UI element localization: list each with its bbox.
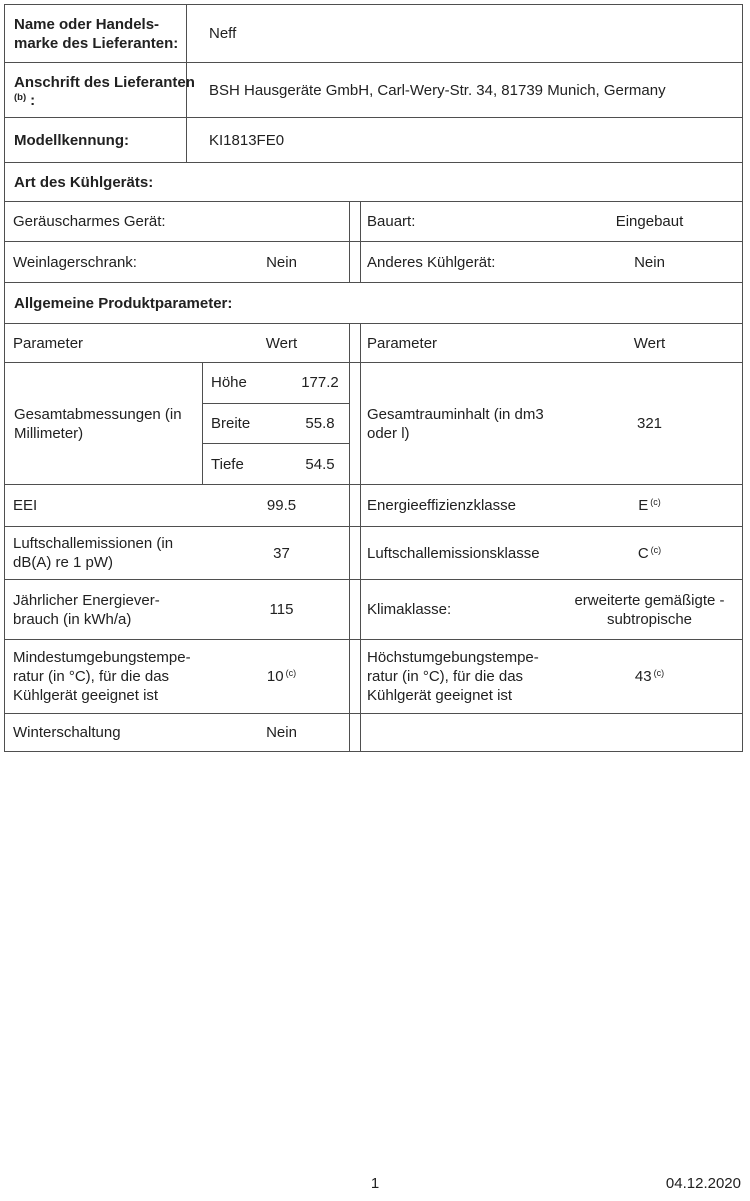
dimension-depth-row xyxy=(203,443,349,484)
supplier-label xyxy=(5,5,187,62)
winter-mode-label xyxy=(5,714,214,751)
max-temp-superscript: (c) xyxy=(653,668,665,678)
dimension-height-value: 177.2 xyxy=(301,374,339,392)
energy-class-superscript: (c) xyxy=(650,497,661,507)
dimension-depth-label: Tiefe xyxy=(211,455,244,473)
low-noise-construction-row xyxy=(5,201,742,241)
noise-class-superscript: (c) xyxy=(650,544,662,555)
model-row xyxy=(5,117,742,162)
noise-value-text: 37 xyxy=(273,544,290,562)
min-temp-value-line xyxy=(267,667,296,686)
construction-cell xyxy=(360,202,742,241)
other-fridge-label xyxy=(361,242,557,282)
min-temp-value xyxy=(214,640,349,713)
other-fridge-cell xyxy=(360,242,742,282)
annual-energy-value xyxy=(214,580,349,639)
max-temp-label-line-3: Kühlgerät geeignet ist xyxy=(367,687,513,704)
address-label-line-1: Anschrift des Lieferanten xyxy=(14,73,195,91)
general-section-title: Allgemeine Produktparameter: xyxy=(14,294,233,312)
max-temp-label-line-1: Höchstumgebungstempe- xyxy=(367,649,539,666)
noise-class-value-text: C xyxy=(637,544,649,562)
dimension-height-label: Höhe xyxy=(211,374,247,392)
winter-mode-label-text: Winterschaltung xyxy=(13,724,121,741)
volume-cell xyxy=(360,363,742,484)
min-temp-label-line-1: Mindestumgebungstempe- xyxy=(13,649,191,666)
energy-class-cell xyxy=(360,485,742,526)
min-temp-superscript: (c) xyxy=(285,668,297,678)
wine-storage-label xyxy=(5,242,214,282)
energy-class-value-line xyxy=(638,496,661,515)
max-temp-value xyxy=(557,640,742,713)
noise-class-cell xyxy=(360,527,742,579)
dimensions-label-line-2: Millimeter) xyxy=(14,424,84,442)
max-temp-value-text: 43 xyxy=(634,668,652,685)
dimension-width-row xyxy=(203,403,349,444)
column-gap xyxy=(350,242,360,282)
volume-label-line-2: oder l) xyxy=(367,424,410,442)
noise-label xyxy=(5,527,214,579)
parameter-header-left xyxy=(5,324,350,362)
min-temp-label-line-3: Kühlgerät geeignet ist xyxy=(13,687,159,704)
model-label xyxy=(5,118,187,162)
dimension-depth-value: 54.5 xyxy=(305,455,335,473)
noise-row xyxy=(5,526,742,579)
type-section-title: Art des Kühlgeräts: xyxy=(14,173,154,191)
construction-label-text: Bauart: xyxy=(367,213,416,230)
column-gap xyxy=(350,714,360,751)
parameter-header-row xyxy=(5,323,742,362)
noise-cell xyxy=(5,527,350,579)
parameter-header-right-text: Parameter xyxy=(367,334,438,352)
winter-mode-row xyxy=(5,713,742,751)
noise-class-label-text: Luftschallemissionsklasse xyxy=(367,544,540,562)
min-temp-label-line-2: ratur (in °C), für die das xyxy=(13,668,170,685)
climate-class-value-line-1: erweiterte gemäßigte - xyxy=(574,591,725,609)
climate-class-value xyxy=(557,580,742,639)
dimensions-cell xyxy=(5,363,350,484)
low-noise-cell xyxy=(5,202,350,241)
volume-value-text: 321 xyxy=(636,415,663,432)
column-gap xyxy=(350,640,360,713)
noise-label-line-1: Luftschallemissionen (in xyxy=(13,535,174,552)
parameter-header-left-text: Parameter xyxy=(13,334,84,352)
other-fridge-label-text: Anderes Kühlgerät: xyxy=(367,253,496,271)
min-temp-cell xyxy=(5,640,350,713)
volume-label xyxy=(361,363,557,484)
column-gap xyxy=(350,580,360,639)
dimension-width-value: 55.8 xyxy=(305,415,335,432)
climate-class-value-line-2: subtropische xyxy=(606,610,693,628)
construction-value-text: Eingebaut xyxy=(615,213,684,230)
eei-label-text: EEI xyxy=(13,497,38,514)
noise-class-value-line xyxy=(638,544,661,563)
wine-storage-cell xyxy=(5,242,350,282)
dimensions-volume-row xyxy=(5,362,742,484)
wert-header-left xyxy=(214,324,349,362)
annual-energy-value-text: 115 xyxy=(269,601,294,618)
annual-energy-climate-row xyxy=(5,579,742,639)
column-gap xyxy=(350,324,360,362)
climate-class-label-text: Klimaklasse: xyxy=(367,601,452,618)
address-label-line-2 xyxy=(14,92,182,108)
document-date: 04.12.2020 xyxy=(665,1175,741,1192)
column-gap xyxy=(350,363,360,484)
max-temp-cell xyxy=(360,640,742,713)
max-temp-label-line-2: ratur (in °C), für die das xyxy=(367,668,524,685)
dimensions-label xyxy=(5,363,202,484)
noise-class-label xyxy=(361,527,557,579)
energy-class-label xyxy=(361,485,557,526)
model-value: KI1813FE0 xyxy=(209,131,285,149)
model-label-text: Modellkennung: xyxy=(14,131,129,149)
low-noise-label-text: Geräuscharmes Gerät: xyxy=(13,213,166,230)
parameter-header-right-label xyxy=(361,324,557,362)
energy-class-value xyxy=(557,485,742,526)
annual-energy-label-line-2: brauch (in kWh/a) xyxy=(13,610,132,628)
low-noise-label xyxy=(5,202,214,241)
eei-value-text: 99.5 xyxy=(266,497,297,514)
supplier-label-line-2: marke des Lieferanten: xyxy=(14,34,179,52)
wert-header-right xyxy=(557,324,742,362)
min-temp-label xyxy=(5,640,214,713)
winter-mode-value xyxy=(214,714,349,751)
address-value: BSH Hausgeräte GmbH, Carl-Wery-Str. 34, 81739 Munich, Germany xyxy=(209,81,666,99)
climate-class-cell xyxy=(360,580,742,639)
address-label-colon: : xyxy=(30,92,36,109)
annual-energy-cell xyxy=(5,580,350,639)
wert-header-right-text: Wert xyxy=(633,334,666,352)
energy-class-value-text: E xyxy=(638,497,649,514)
column-gap xyxy=(350,202,360,241)
volume-label-line-1: Gesamtrauminhalt (in dm3 xyxy=(367,405,544,423)
supplier-value: Neff xyxy=(209,25,237,42)
energy-class-label-text: Energieeffizienzklasse xyxy=(367,497,516,514)
low-noise-value xyxy=(214,202,349,241)
empty-cell xyxy=(360,714,742,751)
eei-value xyxy=(214,485,349,526)
other-fridge-value-text: Nein xyxy=(634,253,665,271)
ambient-temperature-row xyxy=(5,639,742,713)
general-section-row xyxy=(5,282,742,323)
address-label-superscript: (b) xyxy=(14,92,27,103)
wert-header-left-text: Wert xyxy=(265,334,298,352)
wine-storage-value-text: Nein xyxy=(266,253,297,271)
supplier-row xyxy=(5,5,742,62)
dimension-width-label: Breite xyxy=(211,415,251,432)
construction-label xyxy=(361,202,557,241)
supplier-label-line-1: Name oder Handels- xyxy=(14,15,160,33)
wine-other-row xyxy=(5,241,742,282)
wine-storage-label-text: Weinlagerschrank: xyxy=(13,253,137,271)
eei-label xyxy=(5,485,214,526)
max-temp-label xyxy=(361,640,557,713)
dimensions-label-line-1: Gesamtabmessungen (in xyxy=(14,405,182,423)
other-fridge-value xyxy=(557,242,742,282)
construction-value xyxy=(557,202,742,241)
winter-mode-cell xyxy=(5,714,350,751)
type-section-row xyxy=(5,162,742,201)
dimension-height-row xyxy=(203,363,349,403)
column-gap xyxy=(350,527,360,579)
annual-energy-label xyxy=(5,580,214,639)
page-number: 1 xyxy=(370,1175,380,1192)
eei-cell xyxy=(5,485,350,526)
noise-value xyxy=(214,527,349,579)
column-gap xyxy=(350,485,360,526)
winter-mode-value-text: Nein xyxy=(266,724,297,741)
eei-energy-class-row xyxy=(5,484,742,526)
parameter-header-right xyxy=(360,324,742,362)
volume-value xyxy=(557,363,742,484)
annual-energy-label-line-1: Jährlicher Energiever- xyxy=(13,591,160,609)
max-temp-value-line xyxy=(635,667,664,686)
product-datasheet-table xyxy=(4,4,743,752)
noise-label-line-2: dB(A) re 1 pW) xyxy=(13,554,114,571)
climate-class-label xyxy=(361,580,557,639)
wine-storage-value xyxy=(214,242,349,282)
noise-class-value xyxy=(557,527,742,579)
address-label xyxy=(5,63,195,117)
min-temp-value-text: 10 xyxy=(266,668,284,685)
parameter-header-left-label xyxy=(5,324,214,362)
dimensions-subtable xyxy=(202,363,349,484)
address-row xyxy=(5,62,742,117)
